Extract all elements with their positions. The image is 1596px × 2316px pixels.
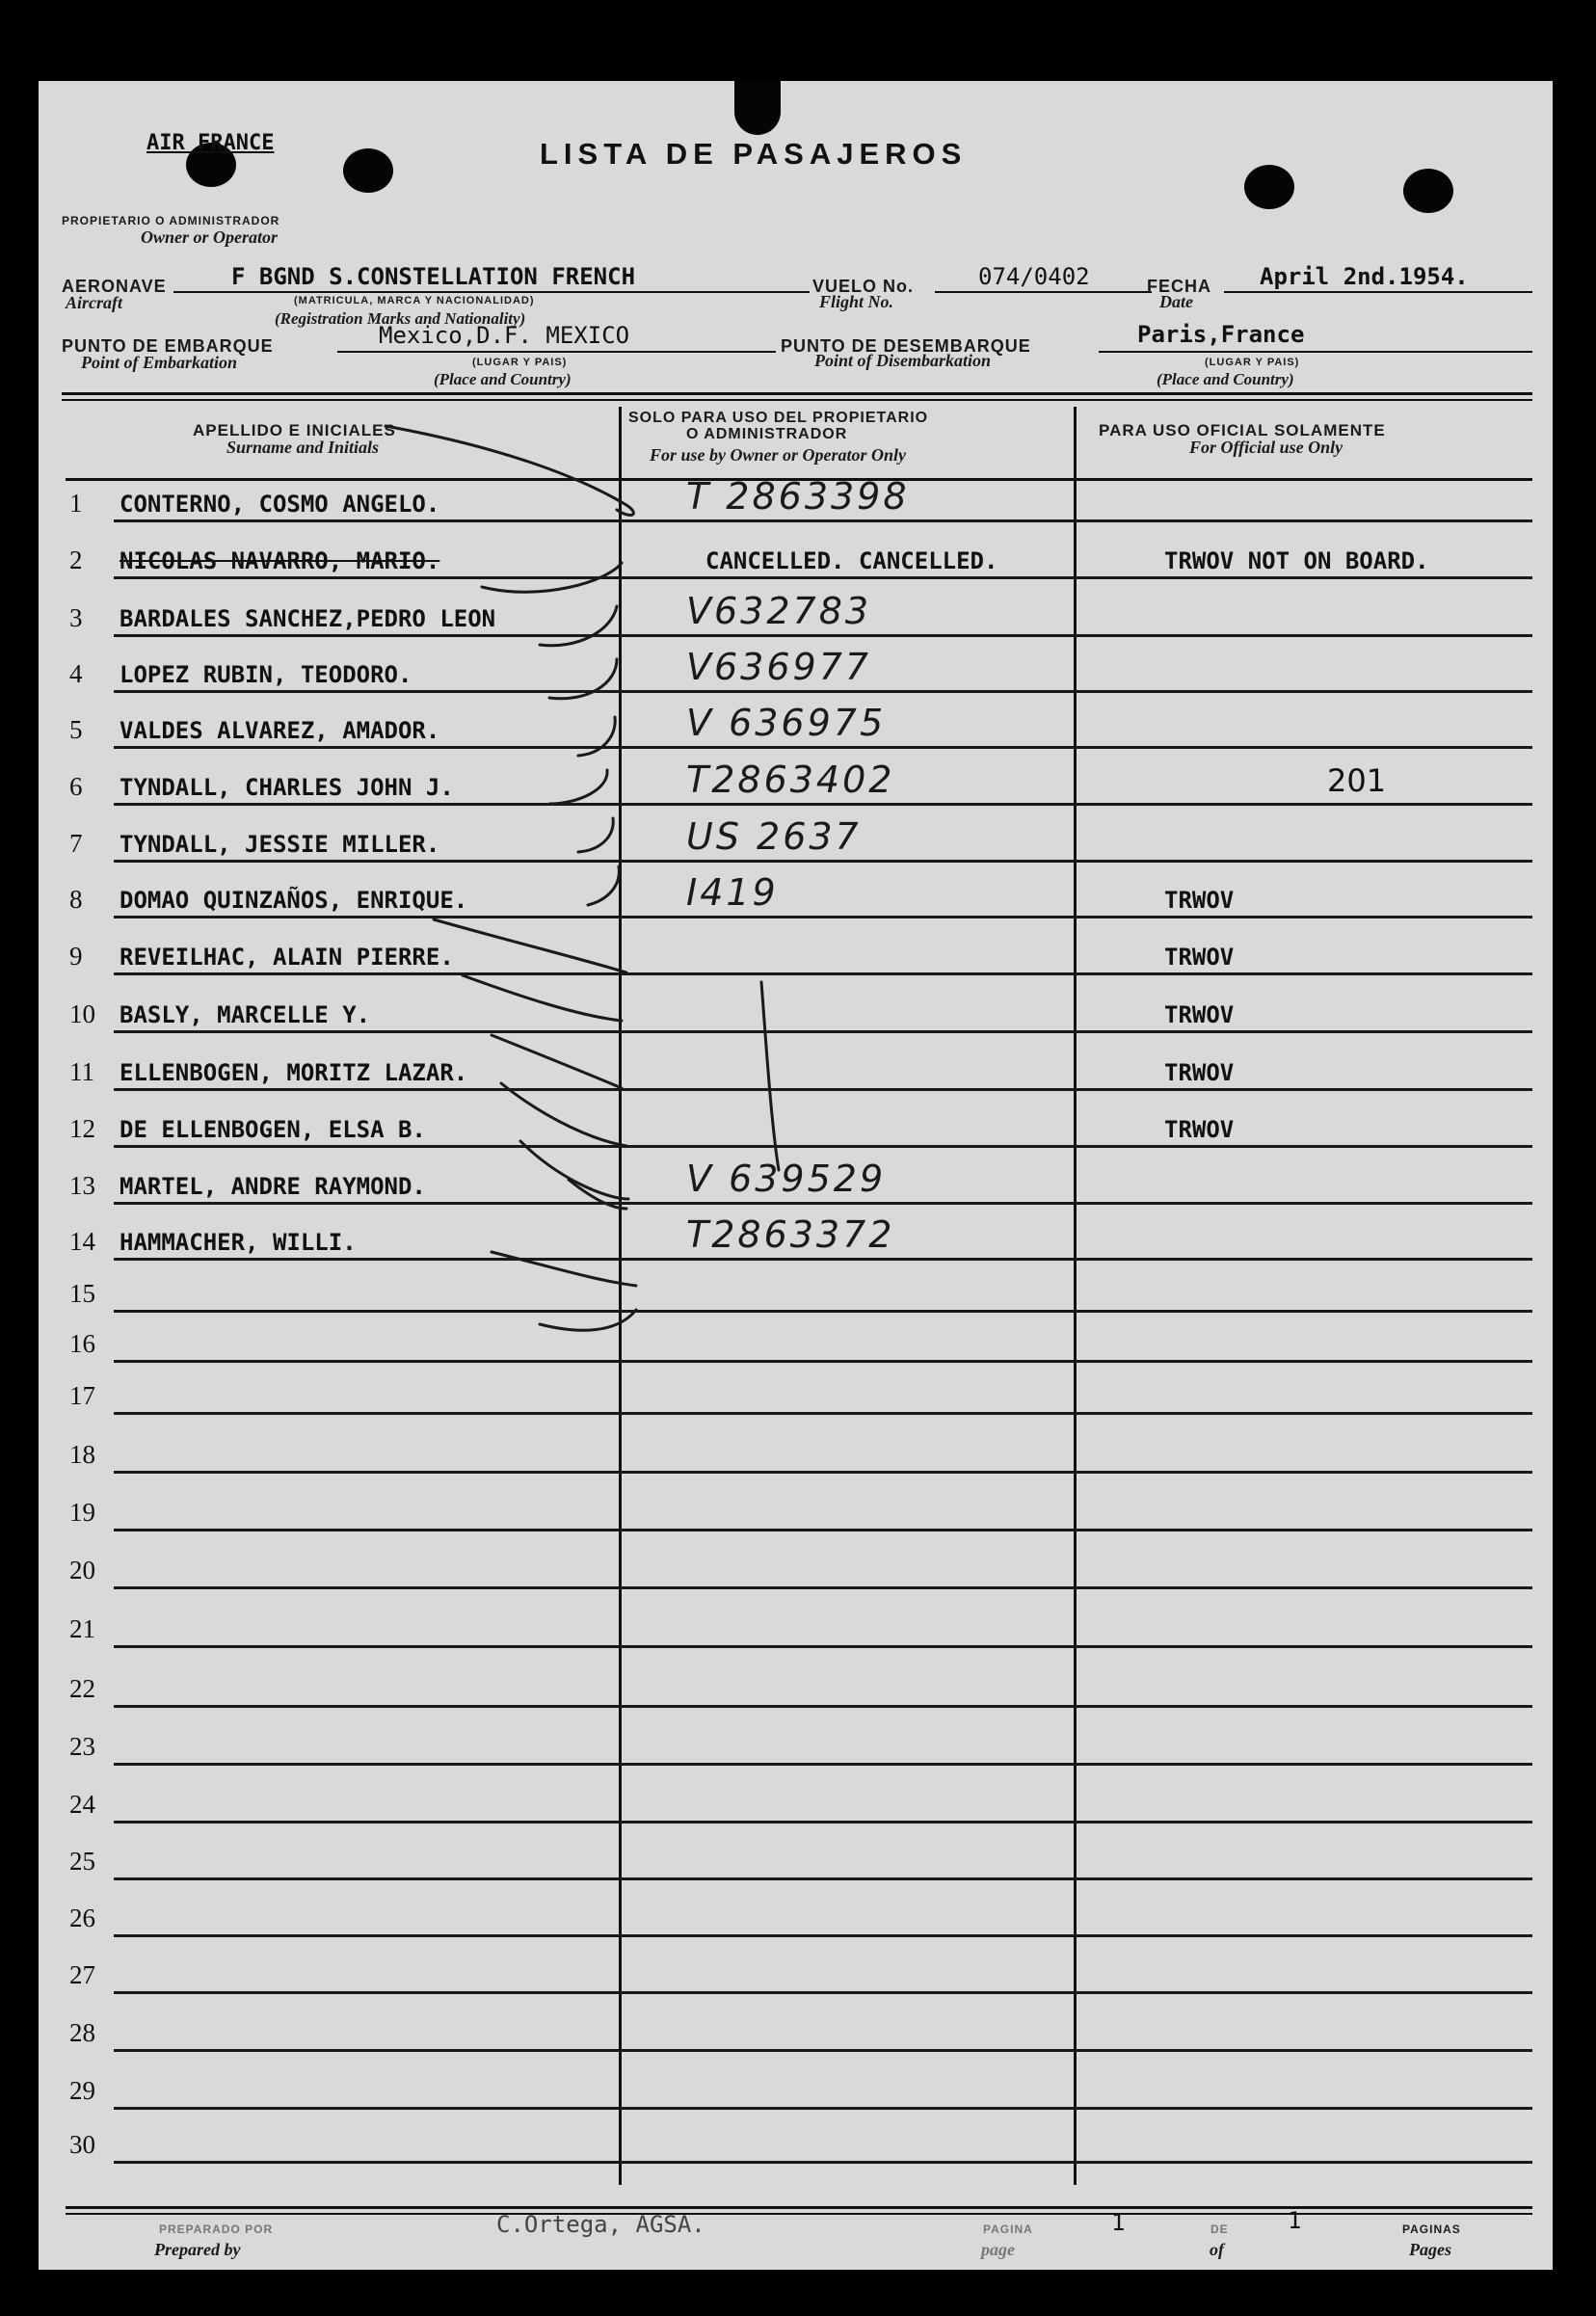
check-stroke [578,818,613,852]
date-label-en: Date [1159,292,1193,311]
row-number: 21 [69,1614,95,1643]
row-number: 3 [69,603,83,632]
owner-entry: V 636975 [686,702,887,744]
row-number: 24 [69,1790,95,1819]
disembark-value: Paris,France [1137,321,1305,348]
official-entry: TRWOV [1164,944,1235,971]
row-number: 10 [69,999,95,1028]
disembark-label-es: PUNTO DE DESEMBARQUE [781,336,1031,356]
passenger-name: HAMMACHER, WILLI. [120,1229,357,1256]
row-number: 1 [69,489,83,518]
passenger-name: TYNDALL, CHARLES JOHN J. [120,774,454,801]
official-entry: TRWOV [1164,887,1235,914]
row-number: 5 [69,715,83,744]
handwritten-check-marks [39,81,1553,2270]
row-number: 4 [69,659,83,688]
flight-label-en: Flight No. [819,292,894,311]
row-number: 9 [69,942,83,971]
aircraft-label-en: Aircraft [66,293,123,312]
check-stroke [520,1141,628,1199]
owner-entry: I419 [686,871,779,914]
owner-entry: T 2863398 [686,475,910,518]
official-entry: 201 [1327,762,1387,799]
manifest-sheet [39,81,1553,2270]
row-number: 25 [69,1847,95,1876]
passenger-name: DE ELLENBOGEN, ELSA B. [120,1116,426,1143]
row-number: 19 [69,1498,95,1527]
of-value: 1 [1288,2207,1302,2234]
row-number: 30 [69,2130,95,2159]
check-stroke [386,426,633,515]
col-owner-en: For use by Owner or Operator Only [650,445,907,465]
check-stroke [492,1035,622,1088]
row-number: 28 [69,2018,95,2047]
page-value: 1 [1111,2209,1126,2236]
row-number: 7 [69,829,83,858]
passenger-name: VALDES ALVAREZ, AMADOR. [120,717,440,744]
col-owner-es-1: SOLO PARA USO DEL PROPIETARIO [628,410,929,426]
embark-sub-en: (Place and Country) [434,370,572,388]
disembark-sub-en: (Place and Country) [1157,370,1294,388]
pages-label-es: PAGINAS [1402,2223,1461,2236]
check-stroke [540,606,617,646]
passenger-name: ELLENBOGEN, MORITZ LAZAR. [120,1059,468,1086]
owner-label-en: Owner or Operator [141,227,279,247]
check-stroke [463,975,622,1021]
check-stroke [549,770,607,804]
prepared-label-en: Prepared by [154,2240,241,2259]
official-entry: TRWOV [1164,1059,1235,1086]
disembark-sub-es: (LUGAR Y PAIS) [1205,357,1300,368]
aircraft-label-es: AERONAVE [62,277,167,296]
col-owner-es-2: O ADMINISTRADOR [686,426,848,442]
row-number: 22 [69,1674,95,1703]
owner-entry: V 639529 [686,1158,887,1200]
passenger-name: BARDALES SANCHEZ,PEDRO LEON [120,605,496,632]
prepared-label-es: PREPARADO POR [159,2223,274,2236]
row-number: 20 [69,1556,95,1584]
row-number: 14 [69,1227,95,1256]
check-stroke [434,919,626,972]
passenger-name: MARTEL, ANDRE RAYMOND. [120,1173,426,1200]
disembark-label-en: Point of Disembarkation [814,351,992,370]
owner-entry: V632783 [686,590,872,632]
owner-entry: CANCELLED. CANCELLED. [705,547,998,574]
check-stroke [492,1252,636,1286]
flight-label-es: VUELO No. [812,277,915,296]
aircraft-sub-en: (Registration Marks and Nationality) [275,309,526,328]
footer-rule [66,2206,1532,2209]
embark-label-en: Point of Embarkation [81,353,238,372]
owner-entry: T2863402 [686,759,895,801]
check-stroke [501,1083,626,1146]
col-official-es: PARA USO OFICIAL SOLAMENTE [1099,421,1386,439]
check-stroke [482,563,622,592]
check-stroke [761,982,779,1170]
page-label-es: PAGINA [983,2223,1033,2236]
row-number: 2 [69,546,83,574]
col-official-en: For Official use Only [1189,438,1343,457]
passenger-name: BASLY, MARCELLE Y. [120,1001,371,1028]
footer-rule [66,2213,1532,2215]
row-number: 13 [69,1171,95,1200]
aircraft-sub-es: (MATRICULA, MARCA Y NACIONALIDAD) [294,295,535,306]
check-stroke [578,717,615,756]
row-number: 18 [69,1440,95,1469]
row-number: 8 [69,885,83,914]
embark-label-es: PUNTO DE EMBARQUE [62,336,274,356]
owner-entry: V636977 [686,646,872,688]
row-number: 6 [69,772,83,801]
row-number: 23 [69,1732,95,1761]
date-label-es: FECHA [1147,277,1211,296]
owner-entry: T2863372 [686,1213,895,1256]
embark-value: Mexico,D.F. MEXICO [379,322,630,349]
passenger-name: LOPEZ RUBIN, TEODORO. [120,661,412,688]
of-label-es: DE [1210,2223,1229,2236]
row-number: 15 [69,1279,95,1308]
row-number: 12 [69,1114,95,1143]
row-number: 27 [69,1960,95,1989]
official-entry: TRWOV [1164,1001,1235,1028]
owner-label-es: PROPIETARIO O ADMINISTRADOR [62,214,280,227]
embark-sub-es: (LUGAR Y PAIS) [472,357,568,368]
col-surname-es: APELLIDO E INICIALES [193,421,396,439]
official-entry: TRWOV [1164,1116,1235,1143]
owner-entry: US 2637 [686,815,862,858]
page-label-en: page [981,2240,1015,2259]
passenger-name: TYNDALL, JESSIE MILLER. [120,831,440,858]
official-entry: TRWOV NOT ON BOARD. [1164,547,1429,574]
check-stroke [540,1310,636,1330]
col-surname-en: Surname and Initials [226,438,380,457]
pages-label-en: Pages [1409,2240,1451,2259]
row-number: 16 [69,1329,95,1358]
row-number: 11 [69,1057,94,1086]
check-stroke [549,659,617,699]
passenger-name: DOMAO QUINZAÑOS, ENRIQUE. [120,887,468,914]
flight-value: 074/0402 [978,263,1090,290]
passenger-name: REVEILHAC, ALAIN PIERRE. [120,944,454,971]
prepared-value: C.Ortega, AGSA. [496,2211,705,2238]
row-number: 17 [69,1381,95,1410]
passenger-name: NICOLAS NAVARRO, MARIO. [120,547,440,574]
page-title: LISTA DE PASAJEROS [540,137,968,171]
passenger-name: CONTERNO, COSMO ANGELO. [120,491,440,518]
check-stroke [588,866,619,905]
aircraft-value: F BGND S.CONSTELLATION FRENCH [231,263,636,290]
of-label-en: of [1210,2240,1224,2259]
row-number: 26 [69,1903,95,1932]
date-value: April 2nd.1954. [1260,263,1469,290]
owner-value: AIR FRANCE [146,131,275,155]
row-number: 29 [69,2076,95,2105]
